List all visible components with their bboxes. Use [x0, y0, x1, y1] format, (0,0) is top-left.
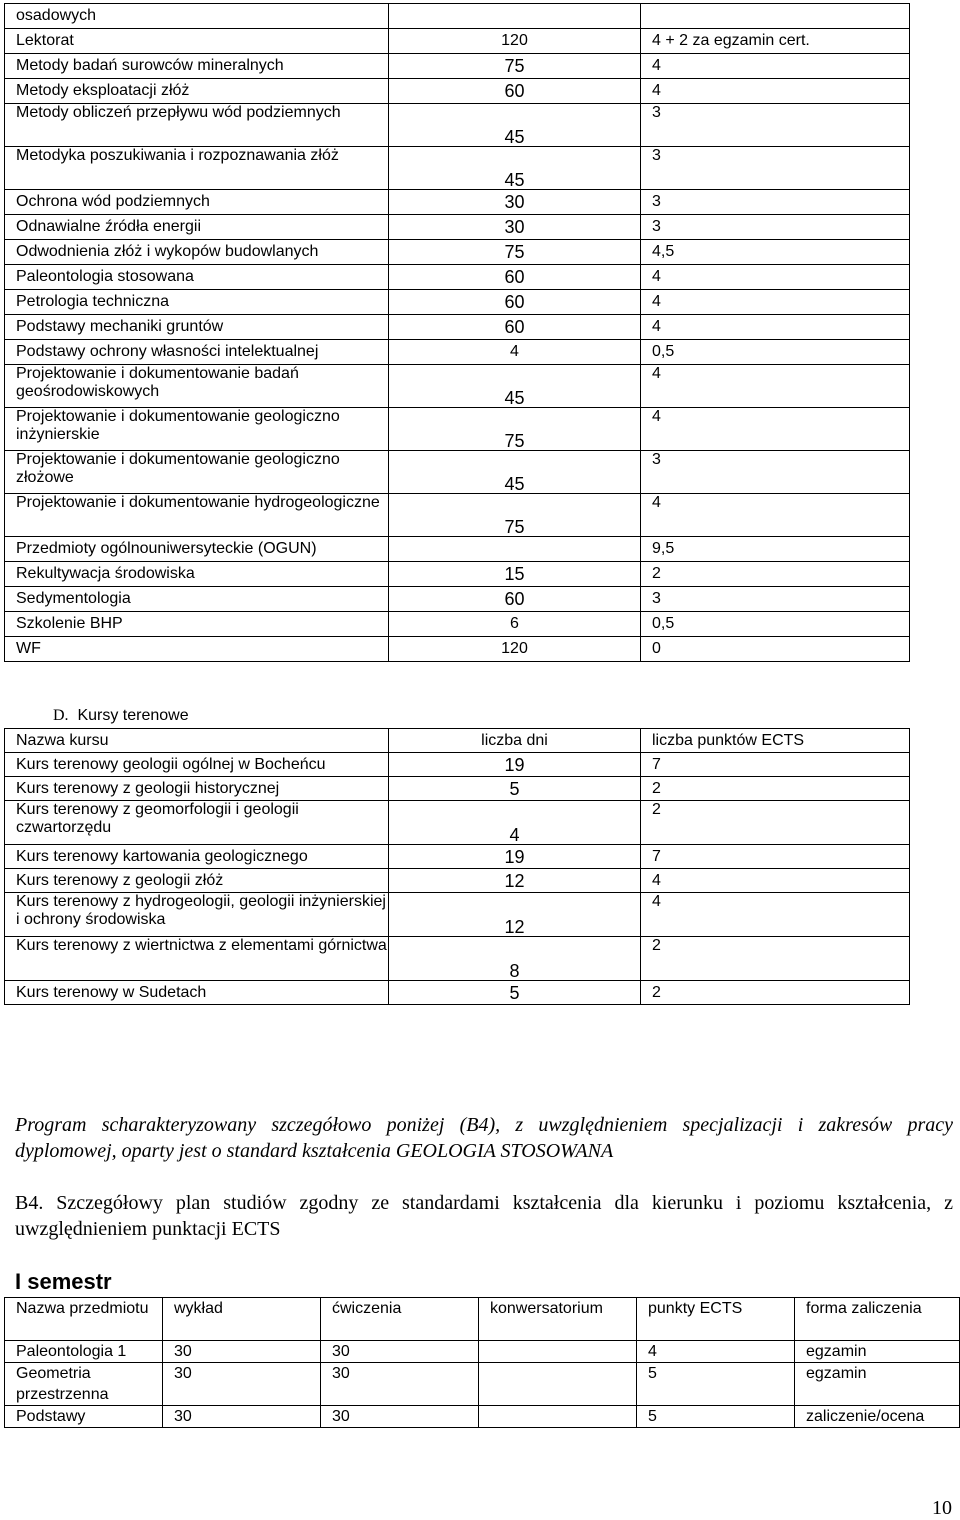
subject-name: Podstawy ochrony własności intelektualnej	[5, 340, 389, 365]
subject-ects: 9,5	[641, 537, 910, 562]
cell-ects: 4	[637, 1341, 795, 1363]
course-days: 19	[389, 753, 641, 777]
course-days: 5	[389, 777, 641, 801]
header-assessment: forma zaliczenia	[795, 1298, 960, 1341]
cell-lecture: 30	[163, 1406, 321, 1428]
subject-ects: 3	[641, 587, 910, 612]
subject-name: Projektowanie i dokumentowanie geologiczno inżynierskie	[5, 408, 389, 451]
section-d-title: Kursy terenowe	[77, 707, 189, 724]
table-row	[5, 340, 910, 365]
table-row	[5, 54, 910, 79]
course-ects: 2	[641, 937, 910, 981]
table-row	[5, 562, 910, 587]
subject-hours: 60	[389, 265, 641, 290]
subject-ects: 3	[641, 190, 910, 215]
subject-ects: 4	[641, 365, 910, 408]
program-paragraph: Program scharakteryzowany szczegółowo poniżej (B4), z uwzględnieniem specjalizacji i zakresów pracy dyplomowej, oparty jest o standard kształcenia GEOLOGIA STOSOWANA	[15, 1114, 953, 1162]
subject-hours: 60	[389, 315, 641, 340]
table-row	[5, 79, 910, 104]
table-row	[5, 29, 910, 54]
course-ects: 2	[641, 777, 910, 801]
subject-name: WF	[5, 637, 389, 662]
semester-table	[4, 1297, 960, 1428]
table-row	[5, 265, 910, 290]
subject-ects: 3	[641, 104, 910, 147]
course-name: Kurs terenowy z hydrogeologii, geologii inżynierskiej i ochrony środowiska	[5, 893, 389, 937]
page-number: 10	[932, 1497, 952, 1519]
course-days: 8	[389, 937, 641, 981]
table-row	[5, 587, 910, 612]
course-name: Kurs terenowy w Sudetach	[5, 981, 389, 1005]
table-row	[5, 494, 910, 537]
cell-exercises: 30	[321, 1341, 479, 1363]
course-ects: 7	[641, 753, 910, 777]
table-row	[5, 240, 910, 265]
subjects-table	[4, 3, 910, 662]
table-row	[5, 190, 910, 215]
subject-name: Rekultywacja środowiska	[5, 562, 389, 587]
subject-ects: 4	[641, 315, 910, 340]
cell-exercises: 30	[321, 1363, 479, 1406]
subject-name: Odwodnienia złóż i wykopów budowlanych	[5, 240, 389, 265]
subject-hours: 45	[389, 365, 641, 408]
subject-name: Metody badań surowców mineralnych	[5, 54, 389, 79]
table-header-row	[5, 729, 910, 753]
subject-name: Ochrona wód podziemnych	[5, 190, 389, 215]
table-row	[5, 845, 910, 869]
table-row	[5, 1341, 960, 1363]
table-row	[5, 537, 910, 562]
table-row	[5, 981, 910, 1005]
course-name: Kurs terenowy z wiertnictwa z elementami górnictwa	[5, 937, 389, 981]
subject-name: Metody eksploatacji złóż	[5, 79, 389, 104]
subject-ects: 3	[641, 215, 910, 240]
course-ects: 2	[641, 981, 910, 1005]
course-days: 4	[389, 801, 641, 845]
table-row	[5, 147, 910, 190]
cell-conversatory	[479, 1406, 637, 1428]
subject-ects: 4	[641, 265, 910, 290]
subject-hours: 6	[389, 612, 641, 637]
header-course-name: Nazwa kursu	[5, 729, 389, 753]
field-courses-table	[4, 728, 910, 1005]
subject-hours	[389, 537, 641, 562]
subject-ects: 4	[641, 290, 910, 315]
subject-ects: 4	[641, 494, 910, 537]
table-row	[5, 4, 910, 29]
section-d-heading	[53, 707, 189, 725]
course-name: Kurs terenowy kartowania geologicznego	[5, 845, 389, 869]
table-row	[5, 1363, 960, 1406]
cell-ects: 5	[637, 1363, 795, 1406]
subject-name: Metody obliczeń przepływu wód podziemnych	[5, 104, 389, 147]
subject-ects: 3	[641, 451, 910, 494]
course-ects: 4	[641, 869, 910, 893]
subject-ects: 4,5	[641, 240, 910, 265]
subject-hours: 15	[389, 562, 641, 587]
subject-ects: 0,5	[641, 612, 910, 637]
table-row	[5, 801, 910, 845]
table-row	[5, 612, 910, 637]
subject-name: Projektowanie i dokumentowanie hydrogeologiczne	[5, 494, 389, 537]
cell-conversatory	[479, 1363, 637, 1406]
course-ects: 7	[641, 845, 910, 869]
table-row	[5, 937, 910, 981]
subject-ects: 3	[641, 147, 910, 190]
subject-name: Odnawialne źródła energii	[5, 215, 389, 240]
cell-ects: 5	[637, 1406, 795, 1428]
subject-name: Petrologia techniczna	[5, 290, 389, 315]
table-row	[5, 869, 910, 893]
subject-name: Projektowanie i dokumentowanie geologiczno złożowe	[5, 451, 389, 494]
subject-hours: 45	[389, 104, 641, 147]
subject-ects: 2	[641, 562, 910, 587]
header-ects: punkty ECTS	[637, 1298, 795, 1341]
subject-hours: 60	[389, 587, 641, 612]
subject-name: Szkolenie BHP	[5, 612, 389, 637]
semester-title: I semestr	[15, 1269, 112, 1294]
table-row	[5, 408, 910, 451]
subject-hours: 120	[389, 29, 641, 54]
cell-subject: Geometria przestrzenna	[5, 1363, 163, 1406]
subject-hours	[389, 4, 641, 29]
table-header-row	[5, 1298, 960, 1341]
subject-name: Przedmioty ogólnouniwersyteckie (OGUN)	[5, 537, 389, 562]
cell-assessment: egzamin	[795, 1341, 960, 1363]
subject-name: Projektowanie i dokumentowanie badań geośrodowiskowych	[5, 365, 389, 408]
subject-hours: 75	[389, 494, 641, 537]
subject-hours: 45	[389, 147, 641, 190]
subject-ects: 0	[641, 637, 910, 662]
table-row	[5, 893, 910, 937]
cell-subject: Paleontologia 1	[5, 1341, 163, 1363]
subject-hours: 30	[389, 190, 641, 215]
subject-hours: 75	[389, 408, 641, 451]
course-name: Kurs terenowy geologii ogólnej w Bocheńcu	[5, 753, 389, 777]
b4-paragraph: B4. Szczegółowy plan studiów zgodny ze standardami kształcenia dla kierunku i poziomu kształcenia, z uwzględnieniem punktacji ECTS	[15, 1192, 953, 1240]
table-row	[5, 451, 910, 494]
subject-hours: 45	[389, 451, 641, 494]
table-row	[5, 315, 910, 340]
header-lecture: wykład	[163, 1298, 321, 1341]
course-days: 5	[389, 981, 641, 1005]
subject-name: Lektorat	[5, 29, 389, 54]
subject-hours: 30	[389, 215, 641, 240]
cell-subject: Podstawy	[5, 1406, 163, 1428]
subject-hours: 4	[389, 340, 641, 365]
table-row	[5, 365, 910, 408]
header-conversatory: konwersatorium	[479, 1298, 637, 1341]
subject-ects: 4 + 2 za egzamin cert.	[641, 29, 910, 54]
subject-ects: 4	[641, 408, 910, 451]
cell-lecture: 30	[163, 1341, 321, 1363]
subject-ects: 0,5	[641, 340, 910, 365]
table-row	[5, 777, 910, 801]
course-name: Kurs terenowy z geologii historycznej	[5, 777, 389, 801]
subject-hours: 60	[389, 290, 641, 315]
course-name: Kurs terenowy z geologii złóż	[5, 869, 389, 893]
section-d-letter: D.	[53, 707, 69, 724]
subject-name: Paleontologia stosowana	[5, 265, 389, 290]
table-row	[5, 753, 910, 777]
cell-assessment: egzamin	[795, 1363, 960, 1406]
course-name: Kurs terenowy z geomorfologii i geologii czwartorzędu	[5, 801, 389, 845]
cell-assessment: zaliczenie/ocena	[795, 1406, 960, 1428]
cell-exercises: 30	[321, 1406, 479, 1428]
subject-hours: 75	[389, 240, 641, 265]
subject-name: Sedymentologia	[5, 587, 389, 612]
subject-ects: 4	[641, 54, 910, 79]
subject-name: Podstawy mechaniki gruntów	[5, 315, 389, 340]
course-days: 19	[389, 845, 641, 869]
table-row	[5, 215, 910, 240]
course-days: 12	[389, 869, 641, 893]
subject-hours: 75	[389, 54, 641, 79]
subject-name: Metodyka poszukiwania i rozpoznawania złóż	[5, 147, 389, 190]
cell-lecture: 30	[163, 1363, 321, 1406]
subject-name: osadowych	[5, 4, 389, 29]
course-days: 12	[389, 893, 641, 937]
header-exercises: ćwiczenia	[321, 1298, 479, 1341]
subject-hours: 60	[389, 79, 641, 104]
table-row	[5, 104, 910, 147]
table-row	[5, 1406, 960, 1428]
subject-ects: 4	[641, 79, 910, 104]
table-row	[5, 637, 910, 662]
table-row	[5, 290, 910, 315]
header-days: liczba dni	[389, 729, 641, 753]
course-ects: 2	[641, 801, 910, 845]
header-ects: liczba punktów ECTS	[641, 729, 910, 753]
course-ects: 4	[641, 893, 910, 937]
subject-ects	[641, 4, 910, 29]
subject-hours: 120	[389, 637, 641, 662]
header-subject: Nazwa przedmiotu	[5, 1298, 163, 1341]
cell-conversatory	[479, 1341, 637, 1363]
